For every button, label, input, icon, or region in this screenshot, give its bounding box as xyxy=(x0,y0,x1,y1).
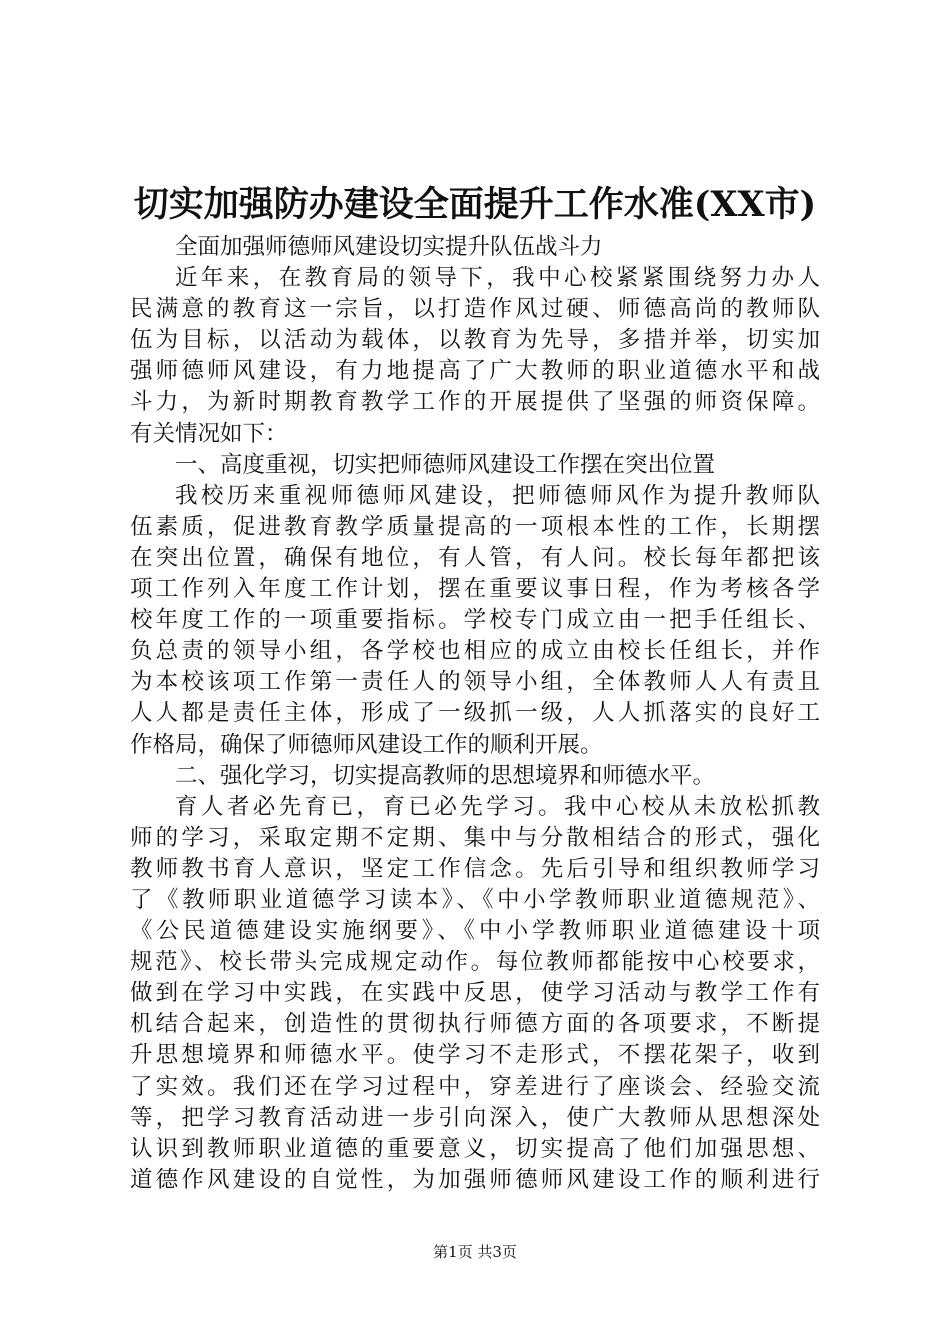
body-line: 为本校该项工作第一责任人的领导小组，全体教师人人有责且 xyxy=(130,669,820,696)
body-line: 机结合起来，创造性的贯彻执行师德方面的各项要求，不断提 xyxy=(130,1011,820,1038)
body-line: 有关情况如下： xyxy=(130,420,288,447)
body-line: 了《教师职业道德学习读本》、《中小学教师职业道德规范》、 xyxy=(130,886,820,913)
body-line: 伍素质，促进教育教学质量提高的一项根本性的工作，长期摆 xyxy=(130,513,820,540)
body-line: 民满意的教育这一宗旨，以打造作风过硬、师德高尚的教师队 xyxy=(130,296,820,323)
body-line: 全面加强师德师风建设切实提升队伍战斗力 xyxy=(175,234,603,260)
body-line: 人人都是责任主体，形成了一级抓一级，人人抓落实的良好工 xyxy=(130,700,820,727)
body-line: 强师德师风建设，有力地提高了广大教师的职业道德水平和战 xyxy=(130,358,820,385)
body-line: 育人者必先育已，育已必先学习。我中心校从未放松抓教 xyxy=(175,793,820,820)
body-line: 项工作列入年度工作计划，摆在重要议事日程，作为考核各学 xyxy=(130,576,820,603)
body-line: 教师教书育人意识，坚定工作信念。先后引导和组织教师学习 xyxy=(130,855,820,882)
body-line: 做到在学习中实践，在实践中反思，使学习活动与教学工作有 xyxy=(130,980,820,1007)
body-line: 伍为目标，以活动为载体，以教育为先导，多措并举，切实加 xyxy=(130,327,820,354)
body-line: 校年度工作的一项重要指标。学校专门成立由一把手任组长、 xyxy=(130,607,820,634)
body-line: 近年来，在教育局的领导下，我中心校紧紧围绕努力办人 xyxy=(175,265,820,292)
body-line: 升思想境界和师德水平。使学习不走形式，不摆花架子，收到 xyxy=(130,1042,820,1069)
document-title: 切实加强防办建设全面提升工作水准(XX市) xyxy=(133,184,817,225)
body-line: 了实效。我们还在学习过程中，穿差进行了座谈会、经验交流 xyxy=(130,1073,820,1100)
body-line: 作格局，确保了师德师风建设工作的顺利开展。 xyxy=(130,731,603,758)
body-line: 斗力，为新时期教育教学工作的开展提供了坚强的师资保障。 xyxy=(130,389,820,416)
body-line: 负总责的领导小组，各学校也相应的成立由校长任组长，并作 xyxy=(130,638,820,665)
body-line: 我校历来重视师德师风建设，把师德师风作为提升教师队 xyxy=(175,482,820,509)
body-line: 规范》、校长带头完成规定动作。每位教师都能按中心校要求， xyxy=(130,949,820,976)
body-line: 师的学习，采取定期不定期、集中与分散相结合的形式，强化 xyxy=(130,824,820,851)
body-line: 认识到教师职业道德的重要意义，切实提高了他们加强思想、 xyxy=(130,1135,820,1162)
document-body xyxy=(130,232,820,1196)
body-line: 一、高度重视，切实把师德师风建设工作摆在突出位置 xyxy=(175,451,716,478)
body-line: 道德作风建设的自觉性，为加强师德师风建设工作的顺利进行 xyxy=(130,1166,820,1193)
body-line: 《公民道德建设实施纲要》、《中小学教师职业道德建设十项 xyxy=(130,918,820,945)
body-line: 等，把学习教育活动进一步引向深入，使广大教师从思想深处 xyxy=(130,1104,820,1131)
body-line: 二、强化学习，切实提高教师的思想境界和师德水平。 xyxy=(175,762,716,789)
body-line: 在突出位置，确保有地位，有人管，有人问。校长每年都把该 xyxy=(130,544,820,571)
page-number-footer: 第1页 共3页 xyxy=(433,1243,517,1261)
